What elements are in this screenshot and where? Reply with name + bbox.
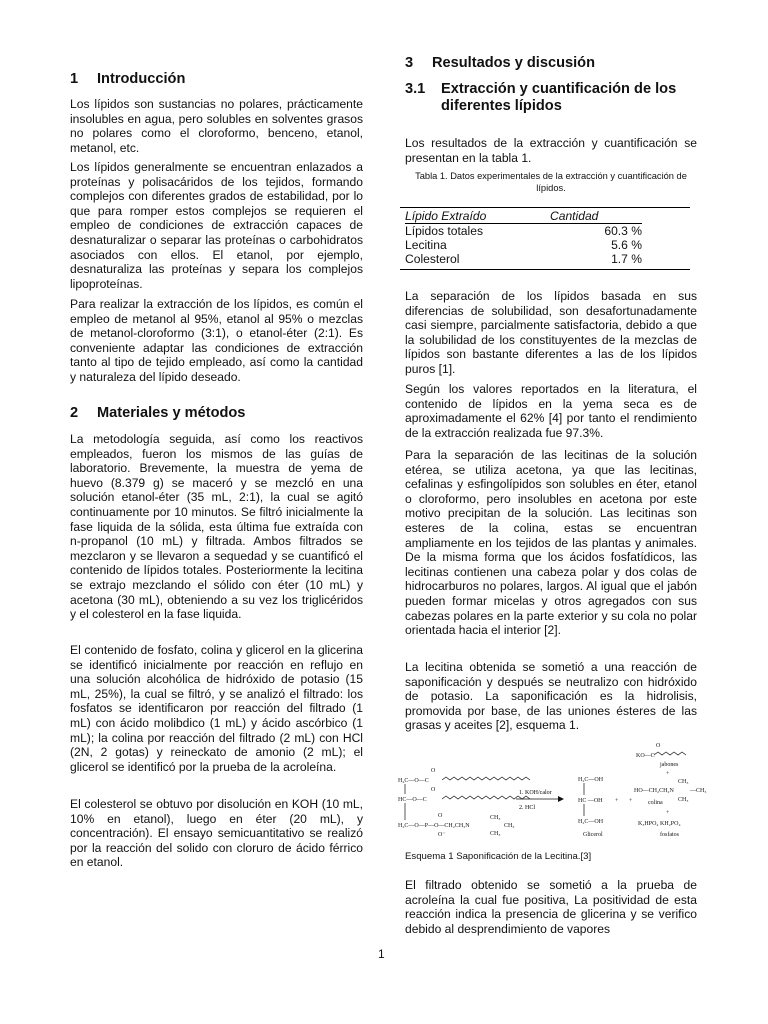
svg-text:O: O <box>656 743 661 749</box>
table-row <box>405 252 642 266</box>
paragraph: Para la separación de las lecitinas de la solución etérea, se utiliza acetona, ya que las lecitinas, cefalinas y esfingolípidos son solubles en éter, etanol o cloroformo, pero insolubles en acetona por este motivo precipitan de la solución. Las lecitinas son esteres de la colina, estas se encuentran ampliamente en los tejidos de las plantas y animales. De la misma forma que los ácidos fosfatídicos, las lecitinas contienen una cabeza polar y dos colas de hidrocarburos no polares, largos. Al igual que el jabón pueden formar micelas y otros agregados con sus cabezas polares en la parte exterior y su cola no polar orientada hacia el interior [2]. <box>405 448 697 638</box>
svg-text:CH₃: CH₃ <box>678 779 689 785</box>
reaction-arrow <box>516 790 564 811</box>
table-row <box>405 238 642 252</box>
svg-text:H₂C—O—P—O—CH₂CH₂N: H₂C—O—P—O—CH₂CH₂N <box>398 823 470 829</box>
svg-text:CH₃: CH₃ <box>504 823 515 829</box>
lipid-table <box>405 208 642 266</box>
paragraph: El filtrado obtenido se sometió a la prueba de acroleína la cual fue positiva, La positividad de esta reacción indica la presencia de glicerina y se verifico debido al desprendimiento de vapores <box>405 878 697 936</box>
svg-text:HC—O—C: HC—O—C <box>398 797 427 803</box>
page-number: 1 <box>378 947 385 961</box>
svg-text:CH₃: CH₃ <box>490 815 501 821</box>
lecithin-structure <box>398 768 530 838</box>
saponification-scheme <box>398 742 708 840</box>
choline-label: colina <box>648 800 663 806</box>
reagent-label: 2. HCl <box>519 805 536 811</box>
table-cell: Lípidos totales <box>405 224 483 238</box>
table-cell: Lecitina <box>405 238 447 252</box>
svg-text:—CH₃: —CH₃ <box>690 788 707 794</box>
svg-text:O: O <box>431 768 436 774</box>
table-caption: Tabla 1. Datos experimentales de la extracción y cuantificación de lípidos. <box>415 171 687 193</box>
svg-text:CH₃: CH₃ <box>490 831 501 837</box>
svg-text:+: + <box>666 771 670 777</box>
column-header: Cantidad <box>550 208 599 223</box>
paragraph: Para realizar la extracción de los lípidos, es común el empleo de metanol al 95%, etanol al 95% o mezclas de metanol-cloroformo (3:1), o etanol-éter (2:1). Es conveniente adaptar las condiciones de extracción tanto al tipo de tejido empleado, así como la cantidad y naturaleza del lípido deseado. <box>70 297 363 384</box>
soaps-label: jabones <box>660 762 679 768</box>
svg-text:O⁻: O⁻ <box>438 832 446 838</box>
svg-text:K₃HPO₄ KH₂PO₄: K₃HPO₄ KH₂PO₄ <box>638 821 681 827</box>
scheme-caption: Esquema 1 Saponificación de la Lecitina.[3] <box>405 851 592 862</box>
svg-text:+: + <box>629 798 633 804</box>
svg-text:+: + <box>666 810 670 816</box>
subsection-heading-extraccion: 3.1 Extracción y cuantificación de los diferentes lípidos <box>405 81 677 114</box>
glycerol-structure <box>578 777 619 838</box>
table-bottom-rule <box>400 269 690 270</box>
glycerol-label: Glicerol <box>583 832 603 838</box>
svg-text:H₂C—OH: H₂C—OH <box>578 819 604 825</box>
column-header: Lípido Extraído <box>405 208 487 223</box>
table-row <box>405 224 642 239</box>
products-structures <box>629 743 706 838</box>
reagent-label: 1. KOH/calor <box>519 790 552 796</box>
paragraph: Según los valores reportados en la literatura, el contenido de lípidos en la yema seca es de aproximadamente el 62% [4] por tanto el rendimiento de la extracción realizada fue 97.3%. <box>405 382 697 440</box>
svg-text:O: O <box>438 813 443 819</box>
svg-text:HC —OH: HC —OH <box>578 798 603 804</box>
section-heading-materiales: 2 Materiales y métodos <box>70 405 246 421</box>
section-heading-resultados: 3 Resultados y discusión <box>405 55 596 71</box>
paragraph: El contenido de fosfato, colina y glicerol en la glicerina se identificó inicialmente por reacción en reflujo en una solución alcohólica de hidróxido de potasio (15 mL, 25%), la cual se filtró, y se analizó el filtrado: los fosfatos se identificaron por reacción del filtrado (1 mL) con ácido molibdico (1 mL) y ácido ascórbico (1 mL); la colina por reacción del filtrado (2 mL) con HCl (2N, 2 gotas) y reineckato de amonio (2 mL); el glicerol se identificó por la prueba de la acroleína. <box>70 643 363 774</box>
table-cell: 5.6 % <box>611 238 642 252</box>
svg-text:CH₃: CH₃ <box>678 797 689 803</box>
table-cell: 60.3 % <box>604 224 642 238</box>
svg-text:KO—C: KO—C <box>636 753 655 759</box>
paragraph: Los lípidos generalmente se encuentran enlazados a proteínas y polisacáridos de los tejidos, formando complejos con diferentes grados de estabilidad, por lo que para romper estos complejos se requieren el empleo de condiciones de extracción capaces de desnaturalizar o separar las proteínas o carbohidratos asociados con ellos. El etanol, por ejemplo, desnaturaliza las proteínas y separa los complejos lipoproteínas. <box>70 160 363 291</box>
paragraph: La metodología seguida, así como los reactivos empleados, fueron los mismos de las guías de laboratorio. Brevemente, la muestra de yema de huevo (8.379 g) se maceró y se mezcló en una solución etanol-éter (35 mL, 2:1), la cual se agitó continuamente por 10 minutos. Se filtró inicialmente la fase liquida de la sólida, esta última fue extraída con n-propanol (10 mL) y filtrada. Ambos filtrados se mezclaron y se llevaron a sequedad y se cuantificó el contenido de lípidos totales. Posteriormente la lecitina se extrajo mezclando el sólido con éter (10 mL) y acetona (30 mL), obteniendo a su vez los triglicéridos y el colesterol en la fase liquida. <box>70 432 363 622</box>
svg-text:H₂C—O—C: H₂C—O—C <box>398 778 429 784</box>
paragraph: El colesterol se obtuvo por disolución en KOH (10 mL, 10% en etanol), luego en éter (20 mL), y concentración). El ensayo semicuantitativo se realizó por la reacción del solido con cloruro de ácido férrico en etanol. <box>70 797 363 870</box>
table-header-row <box>405 208 642 224</box>
svg-text:+: + <box>615 798 619 804</box>
svg-text:H₂C—OH: H₂C—OH <box>578 777 604 783</box>
svg-text:HO—CH₂CH₂N: HO—CH₂CH₂N <box>634 788 674 794</box>
paragraph: La separación de los lípidos basada en sus diferencias de solubilidad, son desafortunadamente casi siempre, parcialmente satisfactoria, debido a que la solubilidad de los constituyentes de la mezclas de lípidos son bastante diferentes a las de los lípidos puros [1]. <box>405 289 697 376</box>
table-cell: 1.7 % <box>611 252 642 266</box>
table-cell: Colesterol <box>405 252 460 266</box>
paragraph: Los resultados de la extracción y cuantificación se presentan en la tabla 1. <box>405 136 697 165</box>
svg-text:O: O <box>431 787 436 793</box>
section-heading-introduccion: 1 Introducción <box>70 71 186 87</box>
paragraph: Los lípidos son sustancias no polares, prácticamente insolubles en agua, pero solubles en solventes grasos no polares como el cloroformo, benceno, etanol, metanol, etc. <box>70 97 363 155</box>
phosphates-label: fosfatos <box>660 832 679 838</box>
paragraph: La lecitina obtenida se sometió a una reacción de saponificación y después se neutralizo con hidróxido de potasio. La saponificación es la hidrolisis, promovida por base, de las uniones ésteres de las grasas y aceites [2], esquema 1. <box>405 660 697 733</box>
